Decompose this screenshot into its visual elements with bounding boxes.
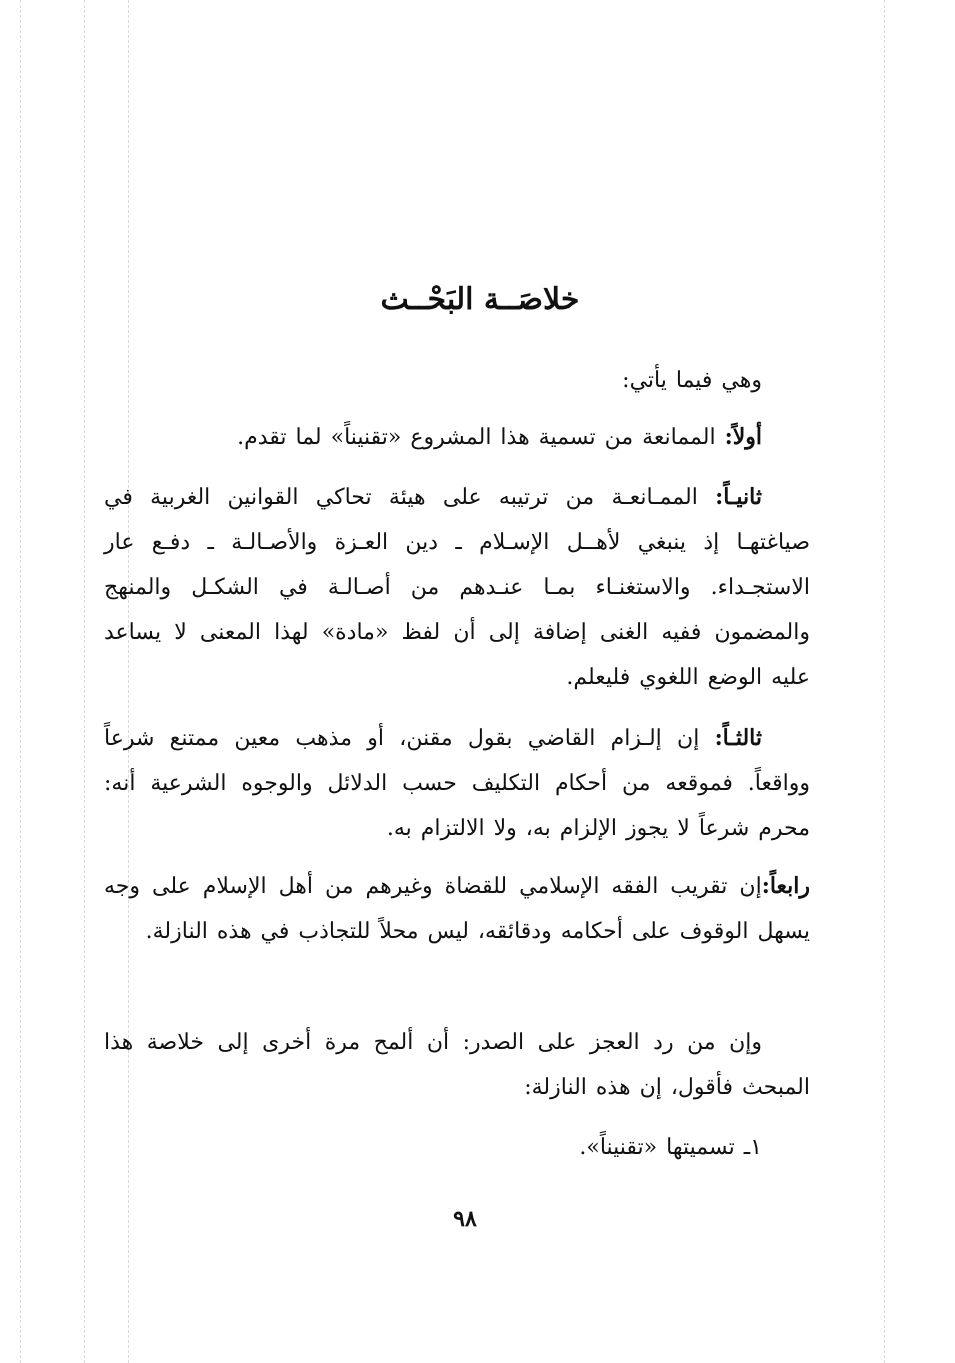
scan-artifact-line [84,0,85,1363]
point-first [104,415,810,460]
point-label: رابعاً: [761,873,810,899]
point-text: الممـانعـة من ترتيبه على هيئة تحاكي القوانين الغربية في صياغتهـا إذ ينبغي لأهــل الإسـلام ـ دين العـزة والأصـالـة ـ دفـع عار الاستجـداء. والاستغنـاء بمـا عنـدهم من أصـالـة في الشكـل والمنهج والمضمون ففيه الغنى إضافة إلى أن لفظ «مادة» لهذا المعنى لا يساعد عليه الوضع اللغوي فليعلم. [104,485,811,690]
scan-artifact-line [20,0,21,1363]
point-label: ثالثـاً: [714,725,762,751]
point-label: ثانيـاً: [715,484,762,510]
point-fourth [104,864,810,954]
scan-artifact-line [884,0,885,1363]
point-label: أولاً: [724,424,762,450]
point-text: إن إلـزام القاضي بقول مقنن، أو مذهب معين ممتنع شرعاً وواقعاً. فموقعه من أحكام التكليف حسب الدلائل والوجوه الشرعية أنه: محرم شرعاً لا يجوز الإلزام به، ولا الالتزام به. [104,726,810,841]
point-second [104,475,810,700]
page-number: ٩٨ [453,1206,477,1232]
closing-paragraph: وإن من رد العجز على الصدر: أن ألمح مرة أخرى إلى خلاصة هذا المبحث فأقول، إن هذه النازلة: [104,1030,810,1100]
list-item: ١ـ تسميتها «تقنيناً». [579,1135,762,1160]
point-text: الممانعة من تسمية هذا المشروع «تقنيناً» لما تقدم. [237,425,725,450]
point-third [104,716,810,851]
intro-paragraph: وهي فيما يأتي: [622,368,762,393]
point-text: إن تقريب الفقه الإسلامي للقضاة وغيرهم من أهل الإسلام على وجه يسهل الوقوف على أحكامه ودقائقه، ليس محلاً للتجاذب في هذه النازلة. [104,874,810,944]
section-title: خلاصَــة البَحْــث [380,282,580,317]
